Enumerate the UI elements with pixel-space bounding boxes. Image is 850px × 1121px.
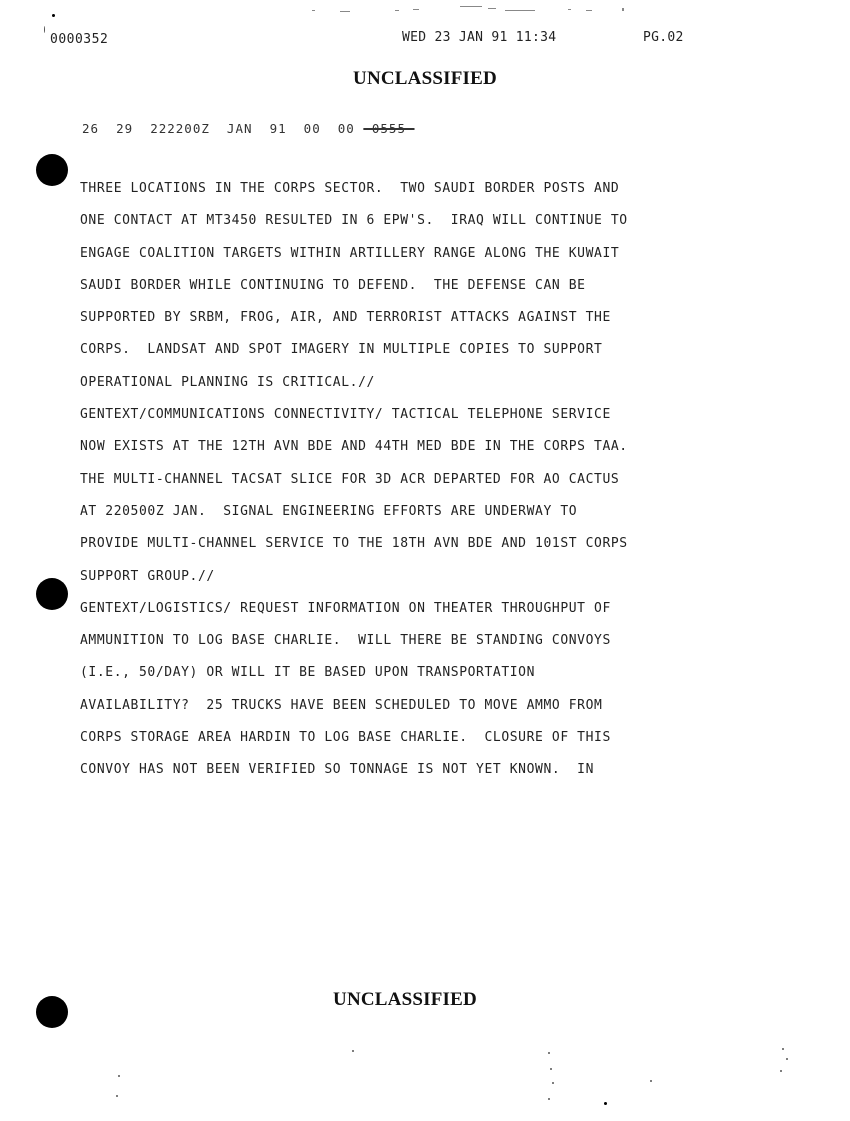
body-line: AMMUNITION TO LOG BASE CHARLIE. WILL THERE BE STANDING CONVOYS (80, 633, 611, 649)
fax-timestamp: WED 23 JAN 91 11:34 (402, 30, 557, 45)
body-line: THE MULTI-CHANNEL TACSAT SLICE FOR 3D ACR DEPARTED FOR AO CACTUS (80, 471, 620, 487)
body-line: CORPS STORAGE AREA HARDIN TO LOG BASE CHARLIE. CLOSURE OF THIS (80, 730, 611, 746)
punch-hole (36, 578, 68, 610)
scan-speck (780, 1070, 782, 1072)
document-number: 0000352 (50, 32, 109, 47)
dtg-struck-text: -0555- (363, 121, 415, 136)
body-line: AVAILABILITY? 25 TRUCKS HAVE BEEN SCHEDULED TO MOVE AMMO FROM (80, 697, 603, 713)
body-line: (I.E., 50/DAY) OR WILL IT BE BASED UPON TRANSPORTATION (80, 665, 536, 681)
body-line: THREE LOCATIONS IN THE CORPS SECTOR. TWO SAUDI BORDER POSTS AND (80, 181, 620, 196)
classification-banner-top: UNCLASSIFIED (353, 68, 497, 89)
scan-speck (116, 1095, 118, 1097)
classification-banner-bottom: UNCLASSIFIED (333, 989, 477, 1010)
scan-speck (604, 1102, 607, 1105)
page-number: PG.02 (643, 30, 684, 45)
scan-speck (52, 14, 55, 17)
scan-speck (548, 1098, 550, 1100)
body-line: CONVOY HAS NOT BEEN VERIFIED SO TONNAGE IS NOT YET KNOWN. IN (80, 762, 595, 778)
scan-noise-top (300, 4, 630, 16)
scan-speck (782, 1048, 784, 1050)
scan-speck (44, 26, 45, 33)
scan-speck (352, 1050, 354, 1052)
scan-speck (786, 1058, 788, 1060)
body-line: NOW EXISTS AT THE 12TH AVN BDE AND 44TH MED BDE IN THE CORPS TAA. (80, 439, 628, 455)
body-line: CORPS. LANDSAT AND SPOT IMAGERY IN MULTIPLE COPIES TO SUPPORT (80, 342, 603, 358)
punch-hole (36, 154, 68, 186)
message-body (80, 178, 628, 792)
dtg-text: 26 29 222200Z JAN 91 00 00 (82, 121, 364, 136)
body-line: SUPPORT GROUP.// (80, 568, 215, 584)
body-line: GENTEXT/LOGISTICS/ REQUEST INFORMATION ON THEATER THROUGHPUT OF (80, 600, 611, 616)
scan-speck (650, 1080, 652, 1082)
body-line: ONE CONTACT AT MT3450 RESULTED IN 6 EPW'S. IRAQ WILL CONTINUE TO (80, 213, 628, 229)
scan-speck (550, 1068, 552, 1070)
scan-speck (118, 1075, 120, 1077)
body-line: GENTEXT/COMMUNICATIONS CONNECTIVITY/ TACTICAL TELEPHONE SERVICE (80, 407, 611, 423)
scan-speck (548, 1052, 550, 1054)
body-line: SUPPORTED BY SRBM, FROG, AIR, AND TERRORIST ATTACKS AGAINST THE (80, 310, 611, 326)
body-line: AT 220500Z JAN. SIGNAL ENGINEERING EFFORTS ARE UNDERWAY TO (80, 503, 578, 519)
body-line: OPERATIONAL PLANNING IS CRITICAL.// (80, 374, 375, 390)
body-line: SAUDI BORDER WHILE CONTINUING TO DEFEND. THE DEFENSE CAN BE (80, 277, 586, 293)
body-line: ENGAGE COALITION TARGETS WITHIN ARTILLERY RANGE ALONG THE KUWAIT (80, 245, 620, 261)
body-line: PROVIDE MULTI-CHANNEL SERVICE TO THE 18TH AVN BDE AND 101ST CORPS (80, 536, 628, 552)
scan-speck (552, 1082, 554, 1084)
message-dtg-line (82, 121, 415, 136)
